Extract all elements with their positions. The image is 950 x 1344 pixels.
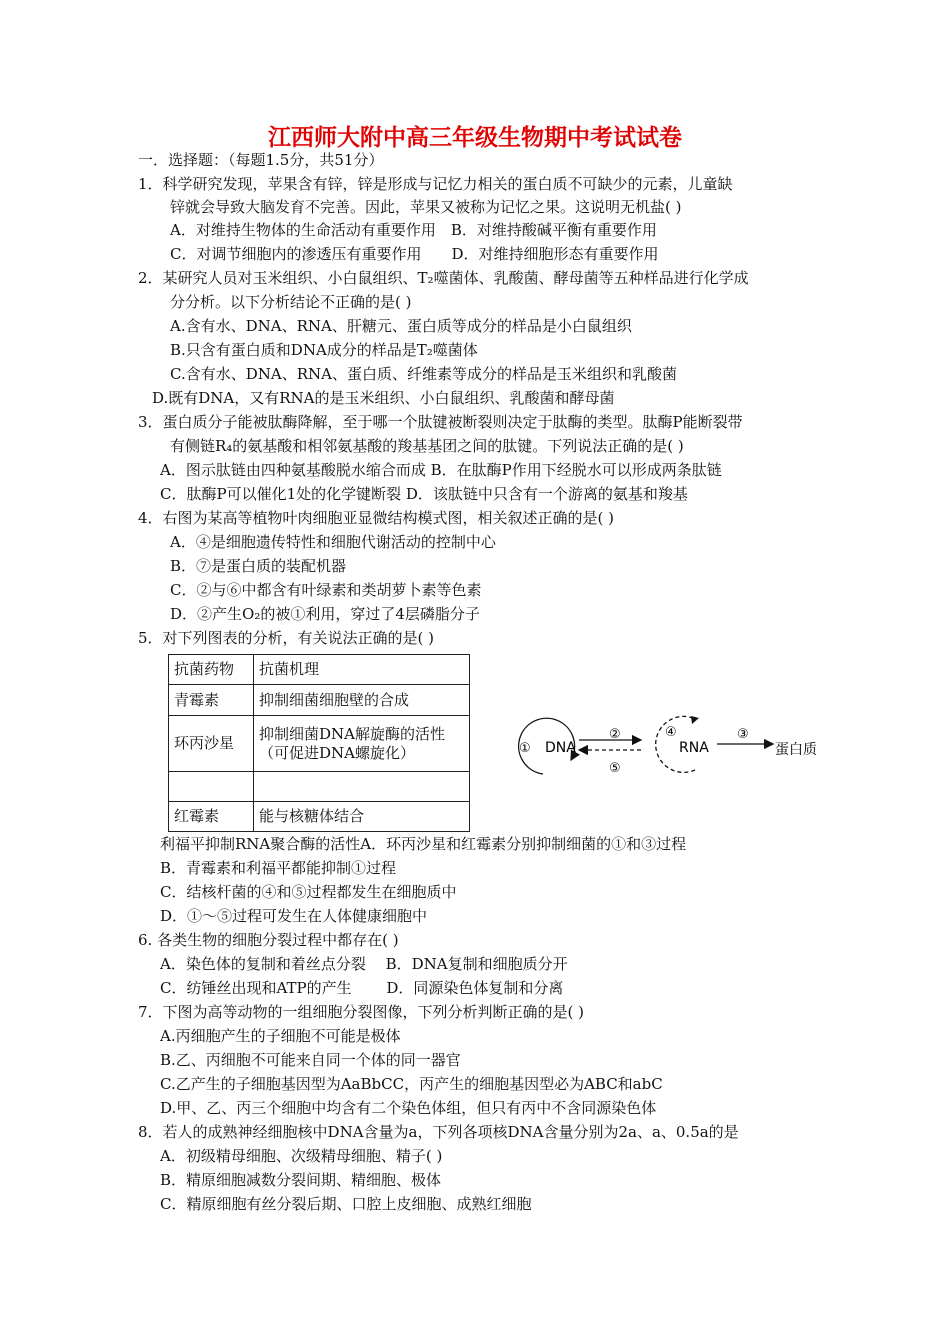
q2-stem-line1: 2．某研究人员对玉米组织、小白鼠组织、T₂噬菌体、乳酸菌、酵母菌等五种样品进行化学成 [138,269,749,287]
table-row [169,802,470,832]
q4-option-a: A．④是细胞遗传特性和细胞代谢活动的控制中心 [170,533,496,551]
q8-option-c: C．精原细胞有丝分裂后期、口腔上皮细胞、成熟红细胞 [160,1195,532,1213]
table-cell: 环丙沙星 [169,716,254,772]
q4-stem: 4．右图为某高等植物叶肉细胞亚显微结构模式图，相关叙述正确的是( ) [138,509,615,527]
q8-option-b: B．精原细胞减数分裂间期、精细胞、极体 [160,1171,442,1189]
section-heading: 一．选择题：（每题1.5分，共51分） [138,151,384,169]
protein-label: 蛋白质 [775,742,817,758]
q5-option-d: D．①～⑤过程可发生在人体健康细胞中 [160,907,428,925]
rna-loop-arrowhead [691,716,699,724]
table-cell: 能与核糖体结合 [254,802,470,832]
q2-option-c: C.含有水、DNA、RNA、蛋白质、纤维素等成分的样品是玉米组织和乳酸菌 [170,365,677,383]
antibiotic-table [168,654,470,832]
q4-option-d: D．②产生O₂的被①利用，穿过了4层磷脂分子 [170,605,480,623]
q7-option-a: A.丙细胞产生的子细胞不可能是极体 [160,1027,401,1045]
process-5-label: ⑤ [609,761,621,776]
q1-options-cd: C．对调节细胞内的渗透压有重要作用 D．对维持细胞形态有重要作用 [170,245,659,263]
q5-option-a: 利福平抑制RNA聚合酶的活性A．环丙沙星和红霉素分别抑制细菌的①和③过程 [160,835,687,853]
table-cell [169,772,254,802]
process-3-label: ③ [737,727,749,742]
q7-option-c: C.乙产生的子细胞基因型为AaBbCC，丙产生的细胞基因型必为ABC和abC [160,1075,663,1093]
table-row [169,716,470,772]
process-1-label: ① [519,741,531,756]
q6-options-cd: C．纺锤丝出现和ATP的产生 D．同源染色体复制和分离 [160,979,564,997]
q5-stem: 5．对下列图表的分析，有关说法正确的是( ) [138,629,435,647]
table-row [169,685,470,716]
q1-stem-line1: 1．科学研究发现，苹果含有锌，锌是形成与记忆力相关的蛋白质不可缺少的元素，儿童缺 [138,175,733,193]
table-cell: 红霉素 [169,802,254,832]
table-cell: 抑制细菌DNA解旋酶的活性（可促进DNA螺旋化） [254,716,470,772]
q3-stem-line1: 3．蛋白质分子能被肽酶降解，至于哪一个肽键被断裂则决定于肽酶的类型。肽酶P能断裂带 [138,413,743,431]
q4-option-c: C．②与⑥中都含有叶绿素和类胡萝卜素等色素 [170,581,482,599]
table-row [169,772,470,802]
q5-option-b: B．青霉素和利福平都能抑制①过程 [160,859,397,877]
table-cell [254,772,470,802]
q1-stem-line2: 锌就会导致大脑发育不完善。因此，苹果又被称为记忆之果。这说明无机盐( ) [170,198,682,216]
q3-options-ab: A．图示肽链由四种氨基酸脱水缩合而成 B．在肽酶P作用下经脱水可以形成两条肽链 [160,461,722,479]
q7-option-d: D.甲、乙、丙三个细胞中均含有二个染色体组，但只有丙中不含同源染色体 [160,1099,657,1117]
q8-option-a: A．初级精母细胞、次级精母细胞、精子( ) [160,1147,443,1165]
q2-option-a: A.含有水、DNA、RNA、肝糖元、蛋白质等成分的样品是小白鼠组织 [170,317,632,335]
q6-options-ab: A．染色体的复制和着丝点分裂 B．DNA复制和细胞质分开 [160,955,568,973]
q3-stem-line2: 有侧链R₄的氨基酸和相邻氨基酸的羧基基团之间的肽键。下列说法正确的是( ) [170,437,684,455]
dna-label: DNA [545,740,576,756]
q1-options-ab: A．对维持生物体的生命活动有重要作用 B．对维持酸碱平衡有重要作用 [170,221,657,239]
q3-options-cd: C．肽酶P可以催化1处的化学键断裂 D．该肽链中只含有一个游离的氨基和羧基 [160,485,688,503]
page-title: 江西师大附中高三年级生物期中考试试卷 [268,124,682,151]
table-row [169,655,470,685]
table-cell: 抗菌机理 [254,655,470,685]
process-2-label: ② [609,727,621,742]
q7-stem: 7．下图为高等动物的一组细胞分裂图像，下列分析判断正确的是( ) [138,1003,585,1021]
process-4-label: ④ [665,725,677,740]
central-dogma-diagram [505,710,835,780]
q4-option-b: B．⑦是蛋白质的装配机器 [170,557,347,575]
q2-stem-line2: 分分析。以下分析结论不正确的是( ) [170,293,412,311]
q6-stem: 6. 各类生物的细胞分裂过程中都存在( ) [138,931,399,949]
rna-label: RNA [679,740,709,756]
table-cell: 抑制细菌细胞壁的合成 [254,685,470,716]
table-cell: 抗菌药物 [169,655,254,685]
q8-stem: 8．若人的成熟神经细胞核中DNA含量为a，下列各项核DNA含量分别为2a、a、0.5a的是 [138,1123,739,1141]
q5-option-c: C．结核杆菌的④和⑤过程都发生在细胞质中 [160,883,457,901]
q2-option-d: D.既有DNA，又有RNA的是玉米组织、小白鼠组织、乳酸菌和酵母菌 [152,389,615,407]
q7-option-b: B.乙、丙细胞不可能来自同一个体的同一器官 [160,1051,461,1069]
q2-option-b: B.只含有蛋白质和DNA成分的样品是T₂噬菌体 [170,341,478,359]
table-cell: 青霉素 [169,685,254,716]
